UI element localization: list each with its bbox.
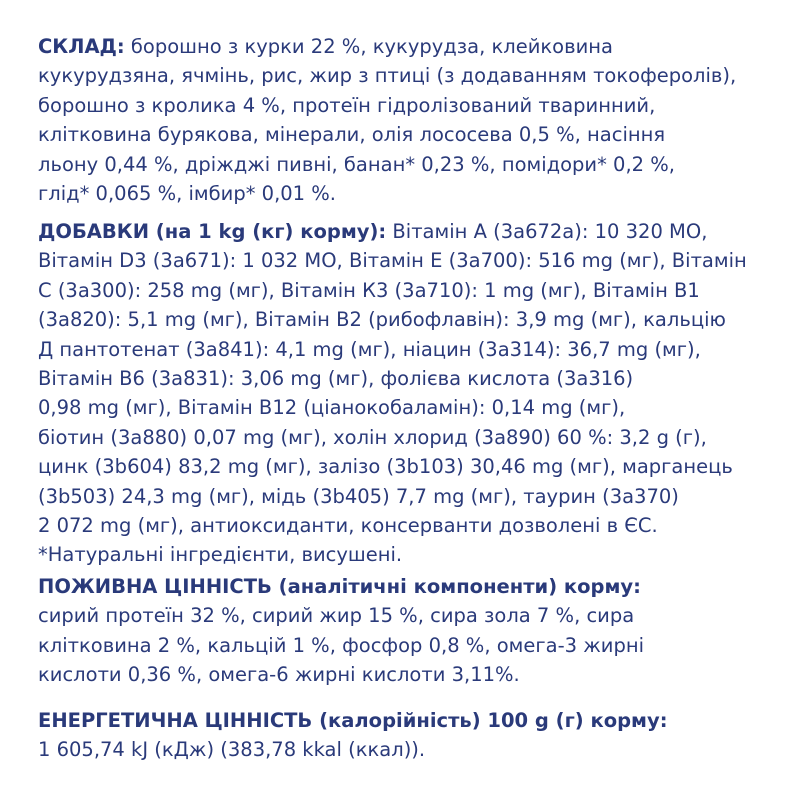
nutrition-line: кислоти 0,36 %, омега-6 жирні кислоти 3,11%. xyxy=(38,663,520,687)
composition-line: клітковина бурякова, мінерали, олія лососева 0,5 %, насіння xyxy=(38,123,666,147)
energy-label: ЕНЕРГЕТИЧНА ЦІННІСТЬ (калорійність) 100 g (г) корму: xyxy=(38,709,668,732)
composition-line: кукурудзяна, ячмінь, рис, жир з птиці (з додаванням токоферолів), xyxy=(38,64,737,88)
nutrition-label: ПОЖИВНА ЦІННІСТЬ (аналітичні компоненти) корму: xyxy=(38,575,641,598)
nutrition-line: клітковина 2 %, кальцій 1 %, фосфор 0,8 %, омега-3 жирні xyxy=(38,633,644,657)
composition-line xyxy=(38,32,736,61)
composition-line: борошно з кролика 4 %, протеїн гідролізований тваринний, xyxy=(38,93,656,117)
additives-line: Д пантотенат (3а841): 4,1 mg (мг), ніацин (3а314): 36,7 mg (мг), xyxy=(38,337,701,361)
additives-text: Вітамін А (3а672а): 10 320 МО, xyxy=(386,220,708,243)
composition-label: СКЛАД: xyxy=(38,35,125,58)
natural-ingredients-note: *Натуральні інгредієнти, висушені. xyxy=(38,543,403,567)
additives-line: цинк (3b604) 83,2 mg (мг), залізо (3b103) 30,46 mg (мг), марганець xyxy=(38,455,733,479)
nutrition-line: сирий протеїн 32 %, сирий жир 15 %, сира зола 7 %, сира xyxy=(38,604,635,628)
additives-line: біотин (3а880) 0,07 mg (мг), холін хлорид (3а890) 60 %: 3,2 g (г), xyxy=(38,425,707,449)
nutrition-section xyxy=(38,572,644,690)
additives-line: 2 072 mg (мг), антиоксиданти, консерванти дозволені в ЄС. xyxy=(38,514,658,538)
additives-line: Вітамін В6 (3а831): 3,06 mg (мг), фолієва кислота (3а316) xyxy=(38,367,634,391)
additives-section xyxy=(38,217,747,570)
additives-line: С (3а300): 258 mg (мг), Вітамін К3 (3а710): 1 mg (мг), Вітамін В1 xyxy=(38,278,700,302)
composition-line: глід* 0,065 %, імбир* 0,01 %. xyxy=(38,182,337,206)
energy-heading xyxy=(38,706,668,735)
composition-line: льону 0,44 %, дріжджі пивні, банан* 0,23 %, помідори* 0,2 %, xyxy=(38,152,675,176)
additives-line: (3b503) 24,3 mg (мг), мідь (3b405) 7,7 mg (мг), таурин (3а370) xyxy=(38,484,679,508)
additives-line xyxy=(38,217,747,246)
composition-text: борошно з курки 22 %, кукурудза, клейковина xyxy=(124,35,613,58)
nutrition-heading xyxy=(38,572,644,601)
additives-line: Вітамін D3 (3а671): 1 032 МО, Вітамін Е (3а700): 516 mg (мг), Вітамін xyxy=(38,249,747,273)
additives-line: 0,98 mg (мг), Вітамін В12 (ціанокобаламін): 0,14 mg (мг), xyxy=(38,396,626,420)
composition-section xyxy=(38,32,736,208)
energy-section xyxy=(38,706,668,765)
additives-line: (3а820): 5,1 mg (мг), Вітамін В2 (рибофлавін): 3,9 mg (мг), кальцію xyxy=(38,308,726,332)
energy-line: 1 605,74 kJ (кДж) (383,78 kkal (ккал)). xyxy=(38,738,426,762)
additives-label: ДОБАВКИ (на 1 kg (кг) корму): xyxy=(38,220,387,243)
